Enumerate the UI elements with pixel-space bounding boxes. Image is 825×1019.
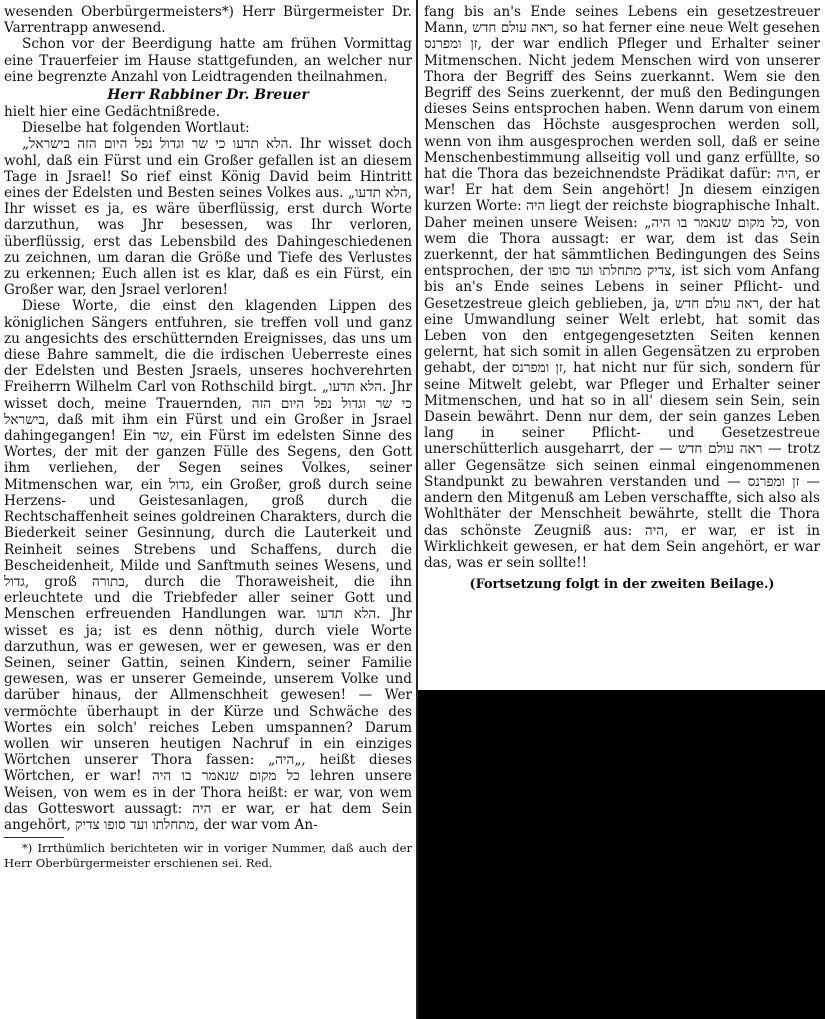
left-paragraph-3: hielt hier eine Gedächtnißrede.	[4, 104, 221, 121]
footnote-separator	[4, 837, 64, 838]
right-paragraph-1: fang bis an's Ende seines Lebens ein gesetzestreuer Mann, ראה עולם חדש, so hat ferner eine neue Welt gesehen זן ומפרנס, der war endlich Pfleger und Erhalter seiner Mitmenschen. Nicht jedem Menschen wird von unserer Thora der Begriff des Seins zuerkannt. Wem sie den Begriff des Seins zuerkennt, der muß den Bedingungen dieses Seins entsprochen haben. Wenn darum von einem Menschen das Höchste ausgesprochen werden soll, wenn von ihm ausgesprochen werden soll, daß er seine Menschenbestimmung allseitig voll und ganz erfüllte, so hat die Thora das bezeichnendste Prädikat dafür: היה, er war! Er hat dem Sein angehört! Jn diesem einzigen kurzen Worte: היה liegt der reichste biographische Inhalt. Daher meinen unsere Weisen: „כל מקום שנאמר בו היה, von wem die Thora aussagt: er war, dem ist das Sein zuerkennt, der hat sämmtlichen Bedingungen des Seins entsprochen, der צדיק מתחלתו ועד סופו, ist sich vom Anfang bis an's Ende seines Lebens in seiner Pflicht- und Gesetzestreue gleich geblieben, ja, ראה עולם חדש, der hat eine Umwandlung seiner Welt erlebt, hat somit das Leben von den entgegengesetzten Seiten kennen gelernt, hat sich somit in allen Gegensätzen zu erproben gehabt, der זן ומפרנס, hat nicht nur für sich, sondern für seine Mitwelt gelebt, war Pfleger und Erhalter seiner Mitmenschen, und hat so in all' diesem sein Sein, sein Dasein bewährt. Denn nur dem, der sein ganzes Leben lang in seiner Pflicht- und Gesetzestreue unerschütterlich ausgeharrt, der — ראה עולם חדש — trotz aller Gegensätze sich seinen einmal eingenommenen Standpunkt zu bewahren verstanden und — זן ומפרנס — andern den Mitgenuß am Leben verschaffte, sich also als Wohlthäter der Menschheit bewährte, stellt die Thora das schönste Zeugniß aus: היה, er war, er ist in Wirklichkeit gewesen, er hat dem Sein angehört, er war das, was er sein sollte!!	[424, 4, 820, 571]
left-column	[4, 4, 412, 1014]
right-column	[424, 4, 820, 680]
section-heading: Herr Rabbiner Dr. Breuer	[107, 87, 309, 104]
continuation-note: (Fortsetzung folgt in der zweiten Beilage.)	[469, 577, 775, 593]
left-paragraph-1: wesenden Oberbürgermeisters*) Herr Bürgermeister Dr. Varrentrapp anwesend.	[4, 4, 412, 37]
left-paragraph-5: „הלא תדעו כי שר וגדול נפל היום הזה בישראל. Ihr wisset doch wohl, daß ein Fürst und ein Großer gefallen ist an diesem Tage in Jsrael! So rief einst König David beim Hintritt eines der Edelsten und Besten seines Volkes aus. „הלא תדעו, Ihr wisset es ja, es wäre überflüssig, erst durch Worte darzuthun, was Jhr besessen, was Ihr verloren, überflüssig, erst das Lebensbild des Dahingeschiedenen zu zeichnen, um daran die Größe und Tiefe des Verlustes zu erkennen; Euch allen ist es klar, daß es ein Fürst, ein Großer war, den Jsrael verloren!	[4, 136, 412, 299]
left-paragraph-4: Dieselbe hat folgenden Wortlaut:	[22, 120, 250, 137]
black-redaction-block	[418, 690, 825, 1019]
footnote: *) Irrthümlich berichteten wir in voriger Nummer, daß auch der Herr Oberbürgermeister erschienen sei. Red.	[4, 841, 412, 870]
left-paragraph-6: Diese Worte, die einst den klagenden Lippen des königlichen Sängers entfuhren, sie treffen voll und ganz zu angesichts des erschütternden Ereignisses, das uns um diese Bahre sammelt, die die irdischen Ueberreste eines der Edelsten und Besten Jsraels, unseres hochverehrten Freiherrn Wilhelm Carl von Rothschild birgt. „הלא תדעו. Jhr wisset doch, meine Trauernden, כי שר וגדול נפל היום הזה בישראל, daß mit ihm ein Fürst und ein Großer in Jsrael dahingegangen! Ein שר, ein Fürst im edelsten Sinne des Wortes, der mit der ganzen Fülle des Segens, den Gott ihm verliehen, der Segen seines Volkes, seiner Mitmenschen war, ein גדול, ein Großer, groß durch seine Herzens- und Geistesanlagen, groß durch die Rechtschaffenheit seines goldreinen Charakters, durch die Biederkeit seiner Gesinnung, durch die Lauterkeit und Reinheit seines Strebens und Schaffens, durch die Bescheidenheit, Milde und Sanftmuth seines Wesens, und גדול, groß בתורה, durch die Thoraweisheit, die ihn erleuchtete und die Triebfeder aller seiner Gott und Menschen erfreuenden Handlungen war. הלא תדעו. Jhr wisset es ja; ist es denn nöthig, durch viele Worte darzuthun, was er gewesen, wer er gewesen, was er den Seinen, seiner Gattin, seinen Kindern, seiner Familie gewesen, was er unserer Gemeinde, unserem Volke und darüber hinaus, der Allmenschheit gewesen! — Wer vermöchte überhaupt in der Kürze und Schwäche des Wortes ein solch' reiches Leben umspannen? Darum wollen wir unseren heutigen Nachruf in ein einziges Wörtchen unserer Thora fassen: „היה„, heißt dieses Wörtchen, er war! כל מקום שנאמר בו היה lehren unsere Weisen, von wem es in der Thora heißt: er war, von wem das Gotteswort aussagt: היה er war, er hat dem Sein angehört, מתחלתו ועד סופו צדיק, der war vom An-	[4, 298, 412, 833]
left-paragraph-2: Schon vor der Beerdigung hatte am frühen Vormittag eine Trauerfeier im Hause stattgefunden, an welcher nur eine begrenzte Anzahl von Leidtragenden theilnahmen.	[4, 36, 412, 85]
